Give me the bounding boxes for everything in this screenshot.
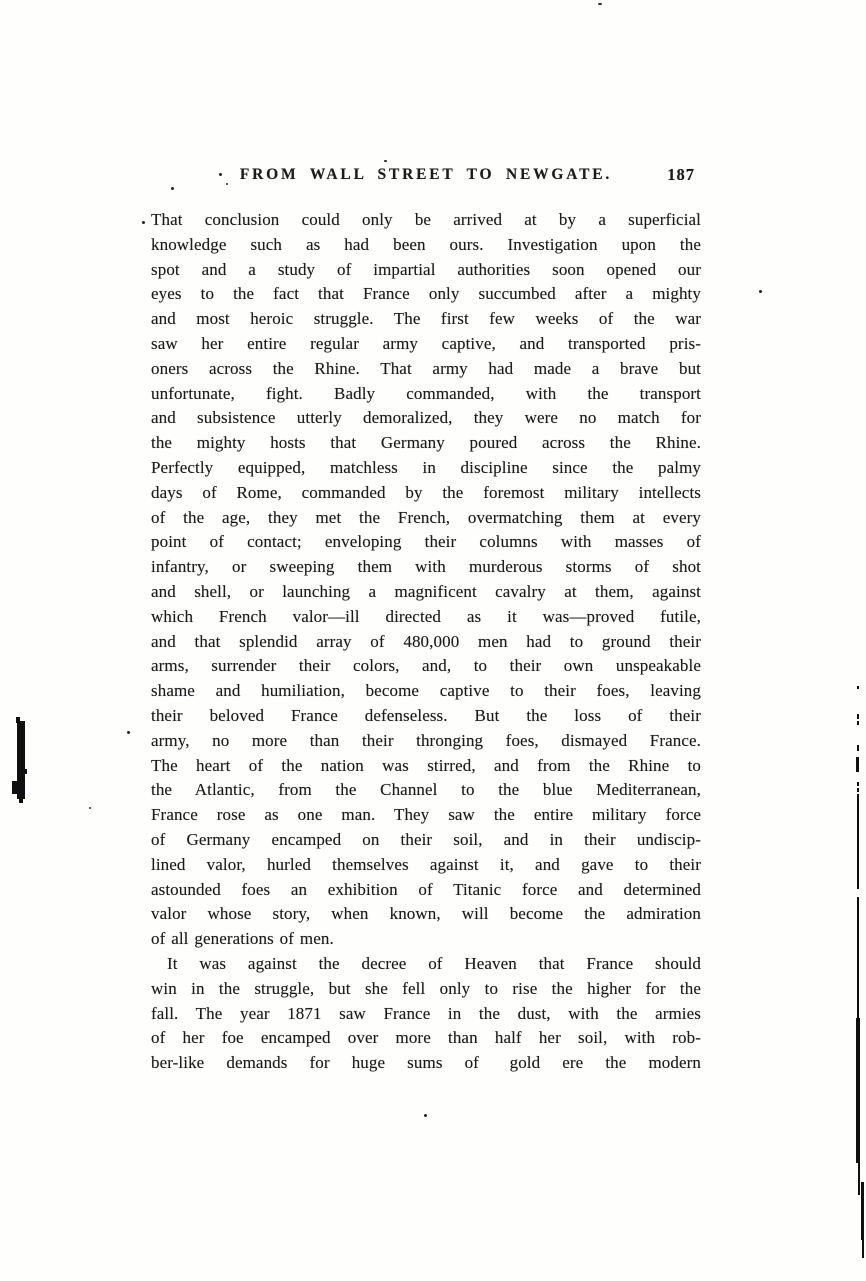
scan-speck	[424, 1114, 427, 1117]
scan-speck	[384, 160, 387, 162]
text-line: days of Rome, commanded by the foremost military intellects	[151, 482, 701, 502]
text-line: point of contact; enveloping their columns with masses of	[151, 532, 701, 552]
text-line: of Germany encamped on their soil, and in their undiscip-	[151, 829, 701, 849]
scan-speck	[127, 731, 130, 734]
scan-speck	[226, 183, 228, 185]
ink-mark-segment	[24, 769, 27, 774]
ink-mark-segment	[12, 781, 18, 794]
text-line: France rose as one man. They saw the entire military force	[151, 805, 701, 825]
scan-line-segment	[857, 788, 859, 792]
text-line: and subsistence utterly demoralized, they were no match for	[151, 408, 701, 428]
text-line: Perfectly equipped, matchless in discipline since the palmy	[151, 457, 701, 477]
scan-line-segment	[857, 714, 859, 719]
text-line: and shell, or launching a magnificent cavalry at them, against	[151, 581, 701, 601]
text-line: of all generations of men.	[151, 929, 334, 949]
text-line: astounded foes an exhibition of Titanic force and determined	[151, 879, 701, 899]
text-line: and most heroic struggle. The first few weeks of the war	[151, 309, 701, 329]
text-line: lined valor, hurled themselves against it, and gave to their	[151, 854, 701, 874]
text-line: The heart of the nation was stirred, and from the Rhine to	[151, 755, 701, 775]
text-line: shame and humiliation, become captive to their foes, leaving	[151, 681, 701, 701]
scan-speck	[171, 187, 174, 190]
text-line: of the age, they met the French, overmatching them at every	[151, 507, 701, 527]
text-line: valor whose story, when known, will become the admiration	[151, 904, 701, 924]
scan-speck	[759, 290, 762, 293]
scan-line-segment	[857, 782, 859, 786]
text-line: of her foe encamped over more than half her soil, with rob-	[151, 1028, 701, 1048]
text-line: It was against the decree of Heaven that France should	[167, 953, 701, 973]
scan-line-segment	[856, 1018, 860, 1163]
text-line: and that splendid array of 480,000 men had to ground their	[151, 631, 701, 651]
text-line: army, no more than their thronging foes, dismayed France.	[151, 730, 701, 750]
page-body-text	[151, 208, 701, 1076]
text-line: knowledge such as had been ours. Investigation upon the	[151, 234, 701, 254]
scan-line-segment	[858, 1163, 860, 1195]
text-line: eyes to the fact that France only succumbed after a mighty	[151, 284, 701, 304]
running-title: FROM WALL STREET TO NEWGATE.	[239, 166, 613, 183]
ink-mark-segment	[17, 721, 25, 799]
text-line: oners across the Rhine. That army had made a brave but	[151, 358, 701, 378]
page-number: 187	[667, 165, 695, 184]
text-line: infantry, or sweeping them with murderous storms of shot	[151, 557, 701, 577]
scan-speck	[89, 807, 91, 809]
scan-speck	[219, 173, 222, 176]
scan-speck	[598, 3, 602, 5]
text-line: saw her entire regular army captive, and transported pris-	[151, 333, 701, 353]
scan-line-segment	[857, 800, 859, 889]
scan-line-segment	[862, 1240, 864, 1258]
text-line: arms, surrender their colors, and, to their own unspeakable	[151, 656, 701, 676]
text-line: which French valor—ill directed as it was—proved futile,	[151, 606, 701, 626]
text-line: their beloved France defenseless. But the loss of their	[151, 705, 701, 725]
scan-line-segment	[861, 1182, 864, 1240]
text-line: ber-like demands for huge sums of gold ere the modern	[151, 1053, 701, 1073]
scan-line-segment	[857, 745, 859, 751]
scan-speck	[142, 221, 145, 224]
text-line: fall. The year 1871 saw France in the dust, with the armies	[151, 1003, 701, 1023]
text-line: the mighty hosts that Germany poured across the Rhine.	[151, 433, 701, 453]
ink-mark-segment	[16, 717, 20, 723]
text-line: unfortunate, fight. Badly commanded, with the transport	[151, 383, 701, 403]
scan-line-segment	[856, 757, 859, 772]
ink-mark-segment	[19, 795, 23, 803]
text-line: the Atlantic, from the Channel to the blue Mediterranean,	[151, 780, 701, 800]
scan-line-segment	[857, 686, 859, 689]
text-line: spot and a study of impartial authorities soon opened our	[151, 259, 701, 279]
scan-line-segment	[857, 721, 859, 725]
text-line: That conclusion could only be arrived at by a superficial	[151, 210, 701, 229]
page-header	[151, 166, 701, 190]
text-line: win in the struggle, but she fell only to rise the higher for the	[151, 978, 701, 998]
scan-line-segment	[857, 897, 859, 1018]
